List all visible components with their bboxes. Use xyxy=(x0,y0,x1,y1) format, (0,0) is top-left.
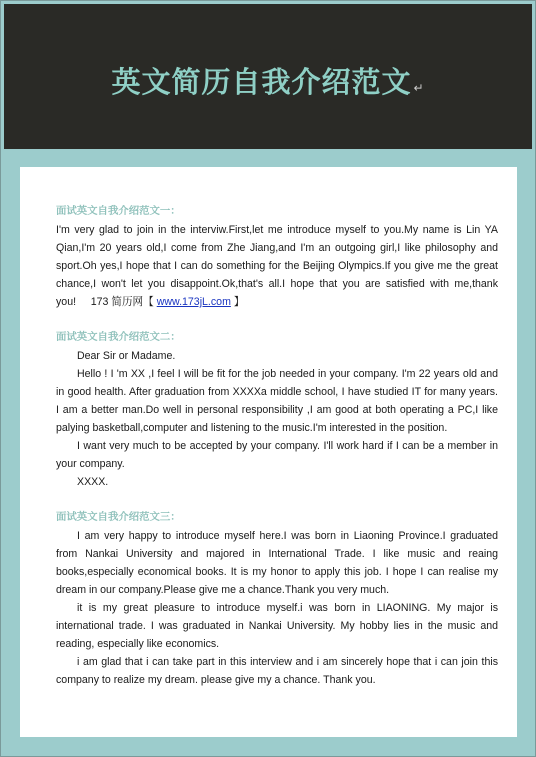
empty-line xyxy=(56,491,498,509)
source-label: 173 简历网【 xyxy=(90,296,154,308)
greeting: Dear Sir or Madame. xyxy=(77,350,176,362)
source-link[interactable]: www.173jL.com xyxy=(156,296,231,308)
section-2-paragraph-2: I want very much to be accepted by your company. I'll work hard if I can be a member in your company. xyxy=(56,440,498,470)
section-1-body: I'm very glad to join in the interviw.First,let me introduce myself to you.My name is Lin YA Qian,I'm 20 years old,I come from Zhe Jiang,and I'm an outgoing girl,I like philosophy and sport.Oh yes,I hope that I can do something for the Beijing Olympics.If you give me the great chance,I won't let you disappoint.Ok,that's all.I hope that you are satisfied with me,thank you! 173 简历网【 www.173jL.com 】 xyxy=(56,224,498,308)
empty-line xyxy=(56,185,498,203)
empty-line xyxy=(56,311,498,329)
title-text: 英文简历自我介绍范文 xyxy=(111,65,412,99)
section-heading-2: 面试英文自我介绍范文二： xyxy=(56,332,181,343)
document-title xyxy=(4,60,532,101)
empty-line xyxy=(56,689,498,707)
title-banner xyxy=(4,4,532,149)
page-body xyxy=(20,167,517,737)
section-3-paragraph-3: i am glad that i can take part in this interview and i am sincerely hope that i can join this company to realize my dream. please give my a chance. Thank you. xyxy=(56,656,498,686)
section-heading-3: 面试英文自我介绍范文三： xyxy=(56,512,181,523)
empty-line xyxy=(56,167,498,185)
section-3-paragraph-1: I am very happy to introduce myself here.I was born in Liaoning Province.I graduated from Nankai University and majored in International Trade. I like music and reaing books,especially economical books. It is my honor to apply this job. I hope I can realise my dream in our company.Please give me a chance.Thank you very much. xyxy=(56,530,498,596)
source-suffix: 】 xyxy=(233,296,245,308)
paragraph-mark: ↵ xyxy=(413,81,425,95)
signature: XXXX. xyxy=(77,476,109,488)
page-content xyxy=(56,167,498,707)
section-heading-1: 面试英文自我介绍范文一： xyxy=(56,206,181,217)
section-2-paragraph-1: Hello ! I 'm XX ,I feel I will be fit for the job needed in your company. I'm 22 years old and in good health. After graduation from XXXXa middle school, I have studied IT for many years. I am a better man.Do well in personal responsibility ,I am good at both operating a PC,I like palying basketball,computer and listening to the music.I'm interested in the position. xyxy=(56,368,498,434)
section-3-paragraph-2: it is my great pleasure to introduce myself.i was born in LIAONING. My major is international trade. I was graduated in Nankai University. My hobby lies in the music and reading, especially like economics. xyxy=(56,602,498,650)
